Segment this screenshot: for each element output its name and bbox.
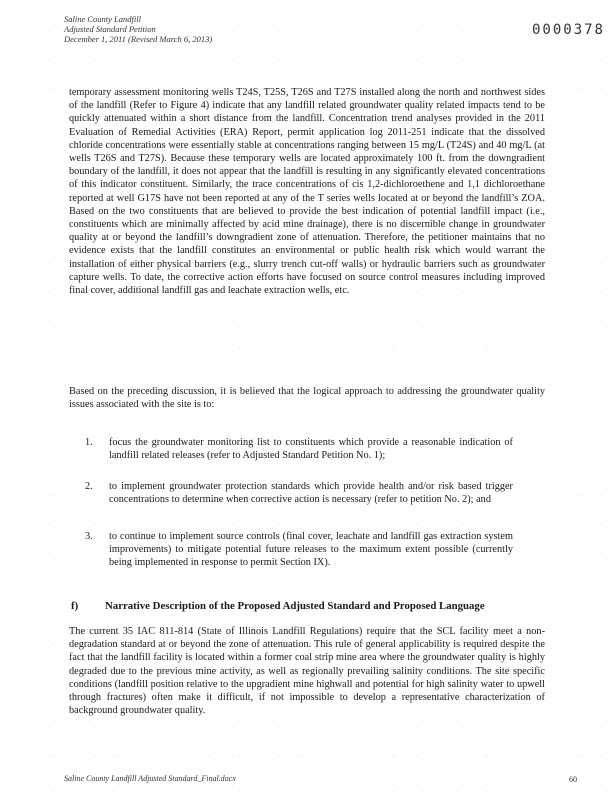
list-item-text: to continue to implement source controls (final cover, leachate and landfill gas extraction system improvements) to mitigate potential future releases to the maximum extent possible (currently being implemented in response to permit Section IX). xyxy=(109,531,513,569)
list-item-number: 2. xyxy=(85,481,93,492)
list-item-number: 3. xyxy=(85,531,93,542)
paragraph-approach-intro: Based on the preceding discussion, it is believed that the logical approach to addressing the groundwater quality issues associated with the site is to: xyxy=(69,386,545,411)
paragraph-groundwater-analysis: temporary assessment monitoring wells T24S, T25S, T26S and T27S installed along the north and northwest sides of the landfill (Refer to Figure 4) indicate that any landfill related groundwater quality related impacts tend to be quickly attenuated within a short distance from the landfill. Concentration trend analyses provided in the 2011 Evaluation of Remedial Activities (ERA) Report, permit application log 2011-251 indicate that the dissolved chloride concentrations were essentially stable at concentrations ranging between 15 mg/L (T24S) and 40 mg/L (at wells T26S and T27S). Because these temporary wells are located approximately 100 ft. from the downgradient boundary of the landfill, it does not appear that the landfill is resulting in any significantly elevated concentrations of this indicator constituent. Similarly, the trace concentrations of cis 1,2-dichloroethene and 1,1 dichloroethane reported at well G17S have not been reported at any of the T series wells located at or beyond the landfill’s ZOA. Based on the two constituents that are believed to provide the best indication of potential landfill impact (i.e., constituents which are minimally affected by acid mine drainage), there is no discernible change in groundwater quality at or beyond the landfill’s downgradient zone of attenuation. Therefore, the petitioner maintains that no evidence exists that the landfill constitutes an environmental or public health risk which would warrant the installation of either physical barriers (e.g., slurry trench cut-off walls) or hydraulic barriers such as groundwater capture wells. To date, the corrective action efforts have focused on source control measures including improved final cover, additional landfill gas and leachate extraction wells, etc. xyxy=(69,87,545,297)
header-line-1: Saline County Landfill xyxy=(64,14,141,24)
page-number: 60 xyxy=(569,775,577,784)
page-header xyxy=(64,14,212,44)
list-item-number: 1. xyxy=(85,437,93,448)
section-title: Narrative Description of the Proposed Adjusted Standard and Proposed Language xyxy=(105,600,485,612)
paragraph-current-regulations: The current 35 IAC 811-814 (State of Illinois Landfill Regulations) require that the SCL facility meet a non-degradation standard at or beyond the zone of attenuation. This rule of general applicability is required despite the fact that the landfill facility is located within a former coal strip mine area where the groundwater quality is highly degraded due to the previous mine activity, as well as regionally prevailing salinity conditions. The site specific conditions (landfill position relative to the upgradient mine highwall and potential for high salinity water to upwell through fractures) often make it difficult, if not impossible to develop a representative characterization of background groundwater quality. xyxy=(69,626,545,717)
list-item-text: focus the groundwater monitoring list to constituents which provide a reasonable indication of landfill related releases (refer to Adjusted Standard Petition No. 1); xyxy=(109,437,513,462)
list-item-text: to implement groundwater protection standards which provide health and/or risk based trigger concentrations to determine when corrective action is necessary (refer to petition No. 2); and xyxy=(109,481,513,506)
document-number: 0000378 xyxy=(531,22,605,38)
header-line-2: Adjusted Standard Petition xyxy=(64,24,156,34)
page-footer: Saline County Landfill Adjusted Standard_Final.docx xyxy=(64,774,236,783)
header-line-3: December 1, 2011 (Revised March 6, 2013) xyxy=(64,34,213,44)
section-number: f) xyxy=(71,600,79,612)
